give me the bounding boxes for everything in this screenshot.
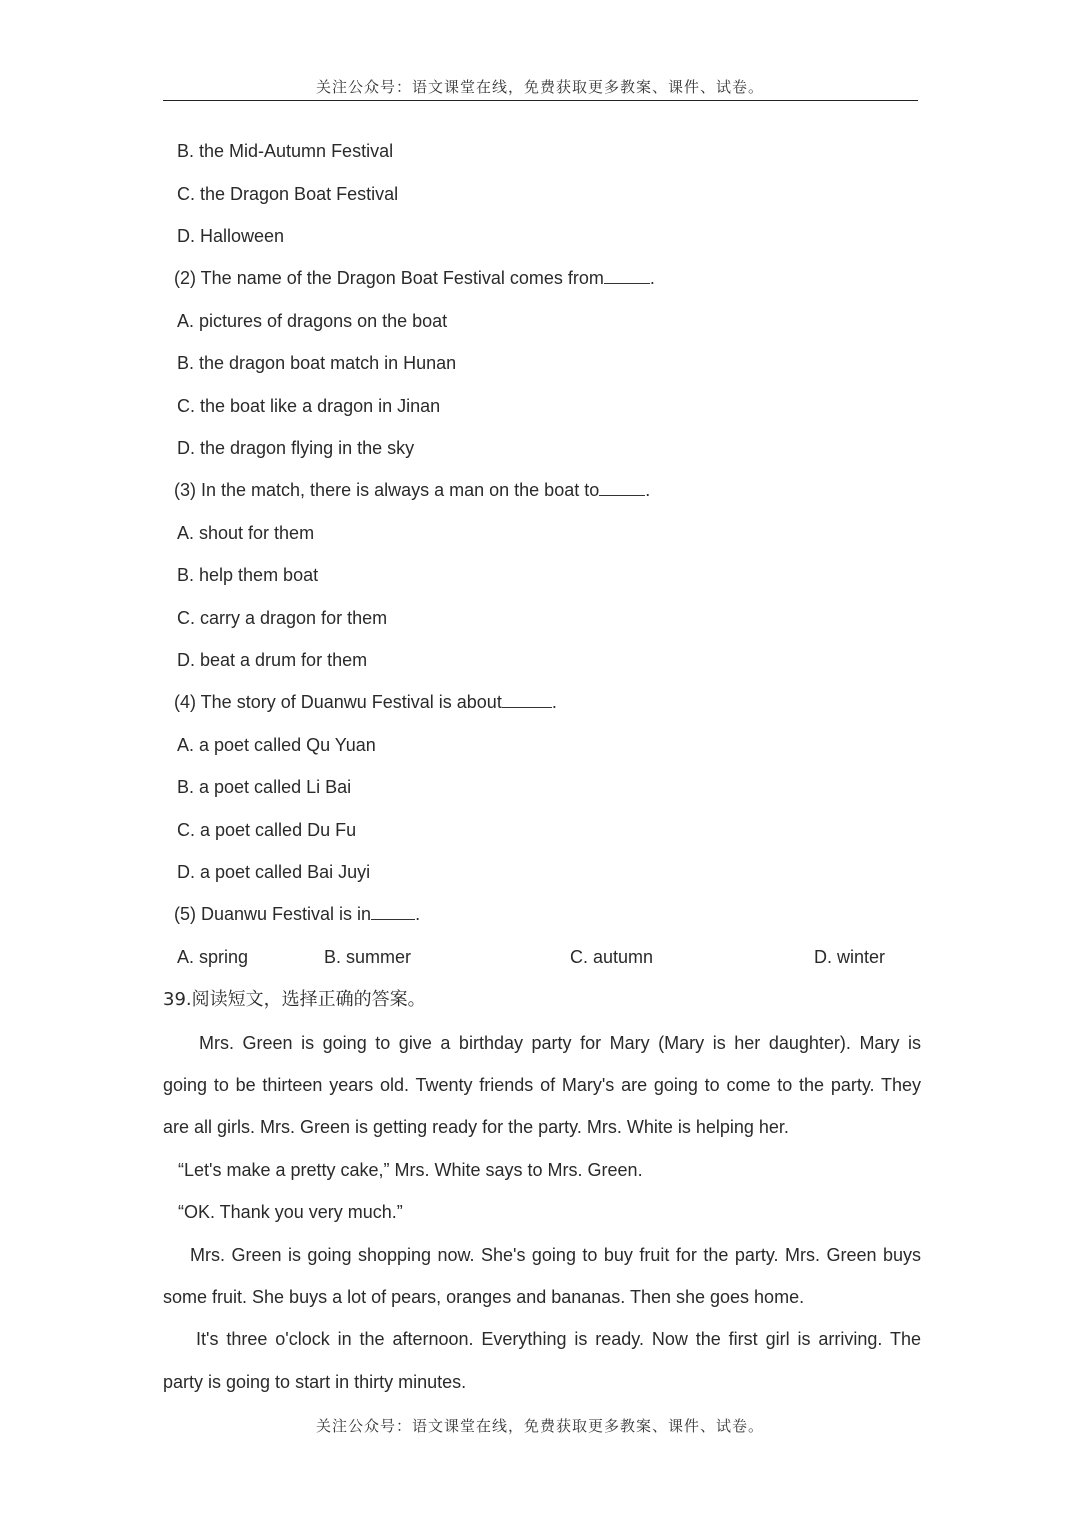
q4-option-a: A. a poet called Qu Yuan (177, 735, 376, 755)
passage-p5-line1 (196, 1327, 921, 1351)
q4-option-b: B. a poet called Li Bai (177, 777, 352, 797)
passage-p1-line2 (163, 1073, 921, 1097)
q4-stem (174, 690, 557, 714)
q5-stem-text: (5) Duanwu Festival is in (174, 904, 372, 924)
q5-option-a: A. spring (177, 947, 249, 967)
passage-p3: “OK. Thank you very much.” (178, 1202, 403, 1222)
header-divider (163, 100, 918, 101)
q1-option-c: C. the Dragon Boat Festival (177, 184, 399, 204)
q2-stem-end: . (649, 268, 655, 288)
q2-stem (174, 266, 655, 290)
q2-option-b: B. the dragon boat match in Hunan (177, 353, 457, 373)
passage-p4-line1-text: Mrs. Green is going shopping now. She's going to buy fruit for the party. Mrs. Green buys (190, 1245, 921, 1265)
q4-stem-end: . (551, 692, 557, 712)
q4-option-d: D. a poet called Bai Juyi (177, 862, 371, 882)
passage-p1-line1 (199, 1031, 921, 1055)
q4-option-c: C. a poet called Du Fu (177, 820, 357, 840)
passage-p1-line1-text: Mrs. Green is going to give a birthday party for Mary (Mary is her daughter). Mary is (199, 1033, 921, 1053)
q4-stem-text: (4) The story of Duanwu Festival is about (174, 692, 502, 712)
q5-option-c: C. autumn (570, 947, 654, 967)
q1-option-d: D. Halloween (177, 226, 285, 246)
q3-option-d: D. beat a drum for them (177, 650, 368, 670)
q5-option-d: D. winter (814, 947, 886, 967)
passage-p5-line2: party is going to start in thirty minutes. (163, 1372, 467, 1392)
q3-option-b: B. help them boat (177, 565, 319, 585)
q4-blank (502, 691, 552, 708)
q2-option-a: A. pictures of dragons on the boat (177, 311, 448, 331)
q2-stem-text: (2) The name of the Dragon Boat Festival comes from (174, 268, 604, 288)
passage-p1-line2-text: going to be thirteen years old. Twenty friends of Mary's are going to come to the party. They (163, 1075, 921, 1095)
q3-stem (174, 478, 650, 502)
q3-stem-text: (3) In the match, there is always a man on the boat to (174, 480, 600, 500)
q3-option-c: C. carry a dragon for them (177, 608, 388, 628)
section-39-title: 39.阅读短文，选择正确的答案。 (163, 989, 426, 1010)
q3-stem-end: . (645, 480, 651, 500)
q3-option-a: A. shout for them (177, 523, 315, 543)
passage-p4-line1 (190, 1243, 921, 1267)
q1-option-b: B. the Mid-Autumn Festival (177, 141, 394, 161)
q5-blank (371, 903, 415, 920)
passage-p2: “Let's make a pretty cake,” Mrs. White says to Mrs. Green. (178, 1160, 643, 1180)
q2-blank (604, 267, 650, 284)
passage-p5-line1-text: It's three o'clock in the afternoon. Everything is ready. Now the first girl is arriving. The (196, 1329, 921, 1349)
q5-stem-end: . (415, 904, 421, 924)
page-header: 关注公众号：语文课堂在线，免费获取更多教案、课件、试卷。 (315, 78, 764, 96)
page-footer: 关注公众号：语文课堂在线，免费获取更多教案、课件、试卷。 (315, 1417, 764, 1435)
q5-stem (174, 902, 420, 926)
q3-blank (599, 479, 645, 496)
q5-option-b: B. summer (324, 947, 412, 967)
passage-p1-line3: are all girls. Mrs. Green is getting ready for the party. Mrs. White is helping her. (163, 1117, 789, 1137)
q2-option-d: D. the dragon flying in the sky (177, 438, 415, 458)
passage-p4-line2: some fruit. She buys a lot of pears, oranges and bananas. Then she goes home. (163, 1287, 805, 1307)
q2-option-c: C. the boat like a dragon in Jinan (177, 396, 441, 416)
